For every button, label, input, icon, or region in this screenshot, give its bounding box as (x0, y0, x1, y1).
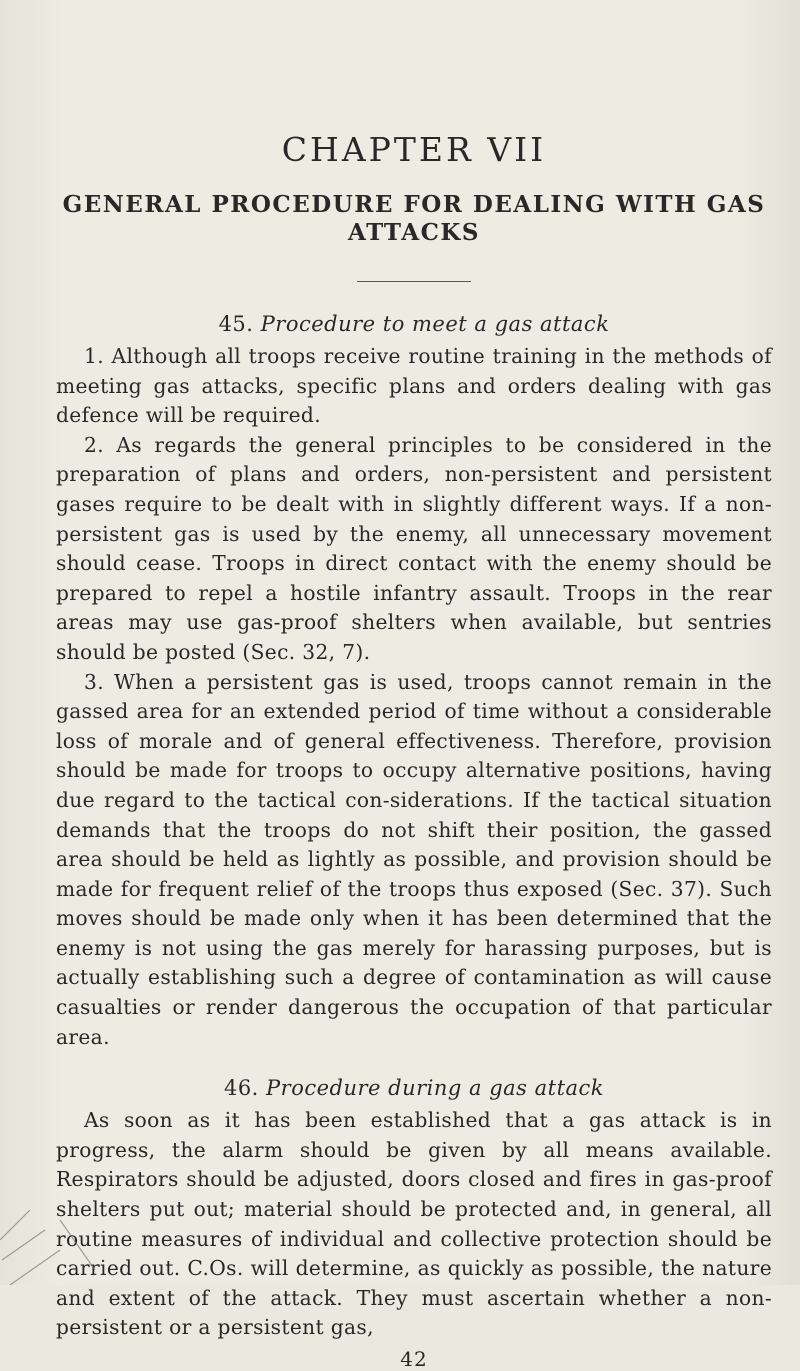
page-number: 42 (400, 1347, 428, 1371)
section-number: 46. (223, 1076, 259, 1101)
section-number: 45. (218, 312, 254, 336)
section-heading-46 (56, 1076, 772, 1100)
title-divider (357, 281, 471, 282)
section-title: Procedure during a gas attack (266, 1076, 605, 1101)
paragraph: 2. As regards the general principles to be considered in the preparation of plans and orders, non-persistent and persistent gases require to be dealt with in slightly different ways. If a non-persistent gas is used by the enemy, all unnecessary movement should cease. Troops in direct contact with the enemy should be prepared to repel a hostile infantry assault. Troops in the rear areas may use gas-proof shelters when available, but sentries should be posted (Sec. 32, 7). (56, 432, 772, 664)
paragraph: 3. When a persistent gas is used, troops cannot remain in the gassed area for an extended period of time without a considerable loss of morale and of general effectiveness. Therefore, provision should be made for troops to occupy alternative positions, having due regard to the tactical con-siderations. If the tactical situation demands that the troops do not shift their position, the gassed area should be held as lightly as possible, and provision should be made for frequent relief of the troops thus exposed (Sec. 37). Such moves should be made only when it has been determined that the enemy is not using the gas merely for harassing purposes, but is actually establishing such a degree of contamination as will cause casualties or render dangerous the occupation of that particular area. (56, 669, 772, 1049)
page-edge-marks (0, 1200, 120, 1285)
page-content (56, 130, 772, 1371)
paragraph: As soon as it has been established that a gas attack is in progress, the alarm should be given by all means available. Respirators should be adjusted, doors closed and fires in gas-proof shelters put out; material should be protected and, in general, all routine measures of individual and collective protection should be carried out. C.Os. will determine, as quickly as possible, the nature and extent of the attack. They must ascertain whether a non-persistent or a persistent gas, (56, 1108, 772, 1340)
section-heading-45 (56, 312, 772, 336)
chapter-title: GENERAL PROCEDURE FOR DEALING WITH GAS ATTACKS (62, 191, 766, 246)
section-title: Procedure to meet a gas attack (260, 312, 610, 336)
paragraph: 1. Although all troops receive routine training in the methods of meeting gas attacks, specific plans and orders dealing with gas defence will be required. (56, 344, 772, 428)
chapter-label: CHAPTER VII (281, 130, 547, 169)
